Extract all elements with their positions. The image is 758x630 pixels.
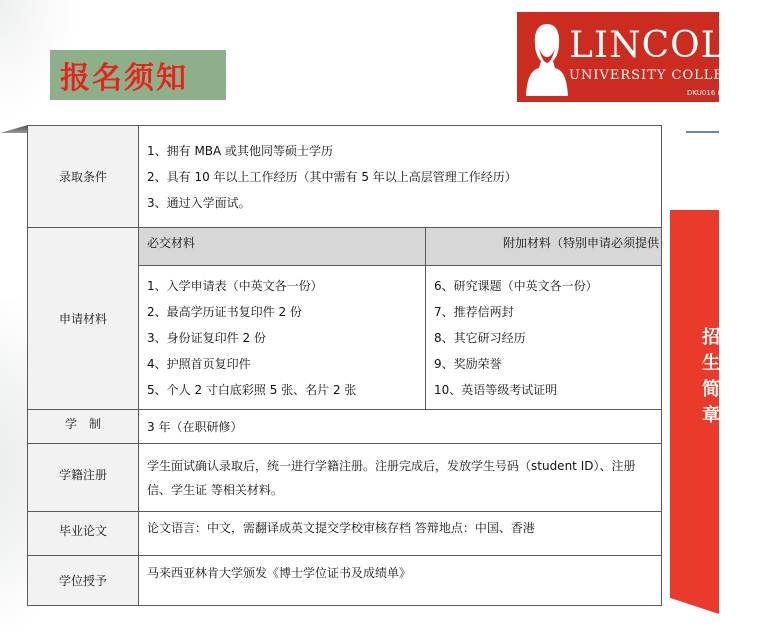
materials-header-row — [28, 228, 662, 266]
admission-content — [139, 126, 662, 228]
additional-material-item: 7、推荐信两封 — [434, 304, 514, 319]
lincoln-bust-icon — [525, 18, 569, 96]
materials-label: 申请材料 — [28, 228, 139, 410]
thesis-label: 毕业论文 — [28, 512, 139, 556]
additional-materials-header: 附加材料（特别申请必须提供 — [426, 228, 662, 266]
side-panel-char: 招 — [702, 327, 720, 348]
additional-material-item: 9、奖励荣誉 — [434, 356, 502, 371]
degree-label: 学位授予 — [28, 556, 139, 606]
admission-item: 3、通过入学面试。 — [147, 195, 251, 210]
additional-material-item: 10、英语等级考试证明 — [434, 382, 558, 397]
side-panel-char: 生 — [702, 353, 720, 374]
additional-material-item: 8、其它研习经历 — [434, 330, 526, 345]
required-material-item: 4、护照首页复印件 — [147, 356, 251, 371]
accent-line — [686, 131, 719, 133]
registration-label: 学籍注册 — [28, 444, 139, 512]
side-panel-char: 简 — [702, 379, 720, 400]
page-title: 报名须知 — [60, 61, 188, 96]
additional-material-item: 6、研究课题（中英文各一份） — [434, 278, 598, 293]
duration-row — [28, 410, 662, 444]
required-material-item: 2、最高学历证书复印件 2 份 — [147, 304, 302, 319]
side-panel-text — [702, 325, 722, 429]
required-material-item: 3、身份证复印件 2 份 — [147, 330, 266, 345]
logo-subtitle: UNIVERSITY COLLEGE — [569, 68, 746, 83]
required-materials-header: 必交材料 — [139, 228, 426, 266]
title-banner — [50, 50, 226, 100]
admission-item: 1、拥有 MBA 或其他同等硕士学历 — [147, 143, 334, 158]
logo-code: DKU016 (B) — [687, 89, 728, 97]
duration-label: 学 制 — [28, 410, 139, 444]
additional-materials-list — [426, 266, 662, 410]
admission-item: 2、具有 10 年以上工作经历（其中需有 5 年以上高层管理工作经历） — [147, 169, 517, 184]
logo-name: LINCOLN — [569, 25, 758, 66]
degree-row — [28, 556, 662, 606]
registration-row — [28, 444, 662, 512]
admission-row — [28, 126, 662, 228]
page-corner-decoration — [0, 125, 28, 133]
enrollment-info-table — [27, 125, 662, 606]
duration-value: 3 年（在职研修） — [139, 410, 662, 444]
thesis-value: 论文语言：中文，需翻译成英文提交学校审核存档 答辩地点：中国、香港 — [139, 512, 662, 556]
required-material-item: 5、个人 2 寸白底彩照 5 张、名片 2 张 — [147, 382, 357, 397]
degree-value: 马来西亚林肯大学颁发《博士学位证书及成绩单》 — [139, 556, 662, 606]
admission-label: 录取条件 — [28, 126, 139, 228]
university-logo — [517, 12, 758, 102]
side-panel-char: 章 — [702, 405, 720, 426]
thesis-row — [28, 512, 662, 556]
required-materials-list — [139, 266, 426, 410]
registration-value: 学生面试确认录取后，统一进行学籍注册。注册完成后，发放学生号码（student ID）、注册信、学生证 等相关材料。 — [139, 444, 662, 512]
required-material-item: 1、入学申请表（中英文各一份） — [147, 278, 323, 293]
